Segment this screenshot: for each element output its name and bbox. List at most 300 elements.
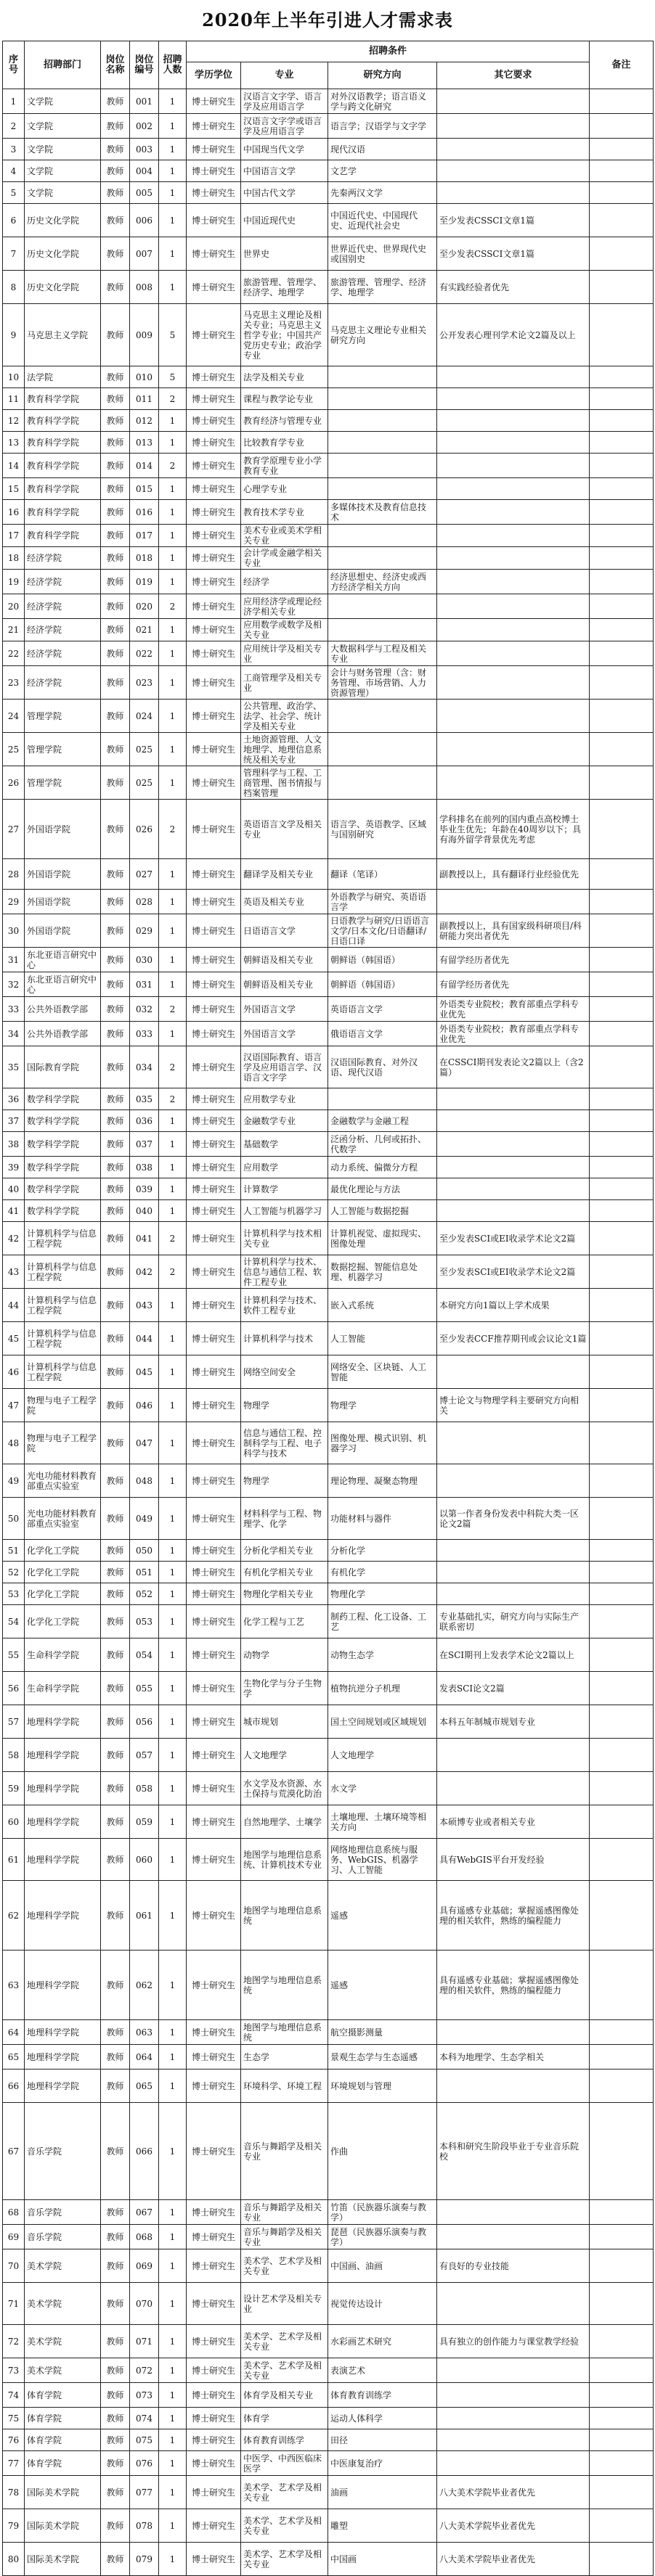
cell-post-name: 教师 xyxy=(101,1805,130,1839)
cell-dept: 外国语学院 xyxy=(25,914,101,948)
cell-count: 1 xyxy=(159,2020,187,2045)
cell-other: 外语类专业院校；教育部重点学科专业优先 xyxy=(437,1022,590,1046)
table-row xyxy=(3,619,654,641)
cell-research xyxy=(328,733,437,766)
table-row xyxy=(3,1805,654,1839)
table-row xyxy=(3,2103,654,2200)
cell-note xyxy=(590,972,654,997)
cell-post-code: 037 xyxy=(130,1132,159,1157)
cell-research xyxy=(328,525,437,547)
cell-major: 计算机科学与技术、信息与通信工程、软件工程专业 xyxy=(241,1255,328,1289)
cell-seq: 77 xyxy=(3,2451,25,2476)
cell-post-name: 教师 xyxy=(101,1157,130,1178)
cell-post-code: 058 xyxy=(130,1772,159,1805)
table-row xyxy=(3,2509,654,2543)
cell-seq: 72 xyxy=(3,2325,25,2358)
cell-post-name: 教师 xyxy=(101,160,130,182)
cell-seq: 25 xyxy=(3,733,25,766)
cell-other xyxy=(437,2225,590,2249)
cell-count: 1 xyxy=(159,160,187,182)
cell-post-code: 008 xyxy=(130,271,159,304)
cell-seq: 16 xyxy=(3,500,25,525)
cell-other xyxy=(437,733,590,766)
cell-other: 以第一作者身份发表中科院大类一区论文2篇 xyxy=(437,1498,590,1540)
header-conditions: 招聘条件 xyxy=(187,41,590,62)
cell-count: 1 xyxy=(159,1289,187,1322)
cell-other xyxy=(437,1772,590,1805)
cell-other xyxy=(437,890,590,914)
cell-seq: 36 xyxy=(3,1088,25,1110)
cell-major: 中国现当代文学 xyxy=(241,139,328,160)
cell-degree: 博士研究生 xyxy=(187,914,241,948)
cell-research: 现代汉语 xyxy=(328,139,437,160)
cell-note xyxy=(590,1255,654,1289)
cell-research: 人工智能 xyxy=(328,1322,437,1355)
cell-count: 1 xyxy=(159,859,187,890)
table-row xyxy=(3,800,654,859)
cell-post-code: 061 xyxy=(130,1881,159,1951)
cell-post-name: 教师 xyxy=(101,1322,130,1355)
cell-dept: 法学院 xyxy=(25,366,101,388)
cell-count: 1 xyxy=(159,1200,187,1222)
cell-research: 功能材料与器件 xyxy=(328,1498,437,1540)
cell-dept: 光电功能材料教育部重点实验室 xyxy=(25,1464,101,1498)
table-row xyxy=(3,948,654,972)
cell-seq: 32 xyxy=(3,972,25,997)
cell-dept: 体育学院 xyxy=(25,2451,101,2476)
cell-major: 体育学 xyxy=(241,2408,328,2429)
cell-seq: 60 xyxy=(3,1805,25,1839)
cell-research xyxy=(328,432,437,454)
cell-note xyxy=(590,2543,654,2576)
cell-degree: 博士研究生 xyxy=(187,570,241,594)
cell-degree: 博士研究生 xyxy=(187,2408,241,2429)
cell-note xyxy=(590,547,654,570)
table-row xyxy=(3,766,654,800)
cell-post-code: 055 xyxy=(130,1672,159,1705)
cell-other xyxy=(437,1132,590,1157)
cell-seq: 48 xyxy=(3,1422,25,1464)
cell-research: 会计与财务管理（含：财务管理、市场营销、人力资源管理） xyxy=(328,666,437,700)
cell-seq: 9 xyxy=(3,304,25,366)
cell-research: 先秦两汉文学 xyxy=(328,182,437,204)
cell-major: 信息与通信工程、控制科学与工程、电子科学与技术 xyxy=(241,1422,328,1464)
table-row xyxy=(3,1672,654,1705)
cell-count: 1 xyxy=(159,1839,187,1881)
cell-dept: 经济学院 xyxy=(25,547,101,570)
header-post-name: 岗位名称 xyxy=(101,41,130,89)
cell-research: 泛函分析、几何或拓扑、代数学 xyxy=(328,1132,437,1157)
cell-seq: 49 xyxy=(3,1464,25,1498)
cell-count: 1 xyxy=(159,2103,187,2200)
table-row xyxy=(3,388,654,410)
cell-post-code: 004 xyxy=(130,160,159,182)
cell-degree: 博士研究生 xyxy=(187,1355,241,1389)
cell-degree: 博士研究生 xyxy=(187,2070,241,2103)
cell-note xyxy=(590,914,654,948)
cell-other xyxy=(437,2383,590,2408)
cell-major: 应用数学 xyxy=(241,1157,328,1178)
cell-post-name: 教师 xyxy=(101,1132,130,1157)
cell-research: 数据挖掘、智能信息处理、机器学习 xyxy=(328,1255,437,1289)
cell-seq: 53 xyxy=(3,1583,25,1605)
cell-degree: 博士研究生 xyxy=(187,1022,241,1046)
cell-degree: 博士研究生 xyxy=(187,2429,241,2451)
table-row xyxy=(3,1422,654,1464)
cell-count: 1 xyxy=(159,2509,187,2543)
cell-degree: 博士研究生 xyxy=(187,2451,241,2476)
cell-note xyxy=(590,89,654,114)
cell-dept: 美术学院 xyxy=(25,2249,101,2283)
cell-other xyxy=(437,1562,590,1583)
cell-degree: 博士研究生 xyxy=(187,500,241,525)
cell-post-code: 054 xyxy=(130,1638,159,1672)
cell-post-name: 教师 xyxy=(101,1088,130,1110)
cell-other xyxy=(437,2429,590,2451)
cell-note xyxy=(590,1562,654,1583)
cell-seq: 14 xyxy=(3,454,25,478)
cell-other: 本科为地理学、生态学相关 xyxy=(437,2045,590,2070)
cell-dept: 数学科学学院 xyxy=(25,1110,101,1132)
table-row xyxy=(3,2451,654,2476)
cell-post-code: 010 xyxy=(130,366,159,388)
cell-post-name: 教师 xyxy=(101,139,130,160)
cell-count: 1 xyxy=(159,1132,187,1157)
recruitment-table xyxy=(2,41,654,2576)
cell-count: 1 xyxy=(159,914,187,948)
header-other: 其它要求 xyxy=(437,62,590,89)
cell-seq: 30 xyxy=(3,914,25,948)
cell-research: 语言学；汉语学与文字学 xyxy=(328,114,437,139)
cell-post-code: 026 xyxy=(130,800,159,859)
table-row xyxy=(3,2408,654,2429)
cell-post-code: 002 xyxy=(130,114,159,139)
cell-post-code: 062 xyxy=(130,1951,159,2020)
cell-count: 1 xyxy=(159,410,187,432)
cell-post-code: 032 xyxy=(130,997,159,1022)
cell-seq: 17 xyxy=(3,525,25,547)
cell-seq: 42 xyxy=(3,1222,25,1255)
cell-seq: 3 xyxy=(3,139,25,160)
cell-post-code: 028 xyxy=(130,890,159,914)
cell-note xyxy=(590,1672,654,1705)
cell-post-code: 012 xyxy=(130,410,159,432)
cell-degree: 博士研究生 xyxy=(187,2325,241,2358)
table-row xyxy=(3,1255,654,1289)
cell-degree: 博士研究生 xyxy=(187,1046,241,1088)
cell-post-name: 教师 xyxy=(101,410,130,432)
cell-post-code: 023 xyxy=(130,666,159,700)
cell-post-code: 053 xyxy=(130,1605,159,1638)
cell-post-name: 教师 xyxy=(101,1605,130,1638)
cell-dept: 文学院 xyxy=(25,139,101,160)
cell-other: 在CSSCI期刊发表论文2篇以上（含2篇） xyxy=(437,1046,590,1088)
cell-note xyxy=(590,2200,654,2225)
cell-dept: 外国语学院 xyxy=(25,800,101,859)
cell-note xyxy=(590,1498,654,1540)
cell-research xyxy=(328,547,437,570)
header-major: 专业 xyxy=(241,62,328,89)
cell-research: 遥感 xyxy=(328,1951,437,2020)
cell-research: 图像处理、模式识别、机器学习 xyxy=(328,1422,437,1464)
cell-note xyxy=(590,366,654,388)
cell-seq: 8 xyxy=(3,271,25,304)
cell-count: 2 xyxy=(159,1222,187,1255)
cell-post-code: 044 xyxy=(130,1322,159,1355)
cell-post-name: 教师 xyxy=(101,1739,130,1772)
cell-research: 理论物理、凝聚态物理 xyxy=(328,1464,437,1498)
table-row xyxy=(3,2045,654,2070)
cell-major: 计算机科学与技术、软件工程专业 xyxy=(241,1289,328,1322)
cell-post-name: 教师 xyxy=(101,2045,130,2070)
cell-note xyxy=(590,500,654,525)
cell-note xyxy=(590,1132,654,1157)
cell-note xyxy=(590,304,654,366)
header-dept: 招聘部门 xyxy=(25,41,101,89)
cell-post-code: 005 xyxy=(130,182,159,204)
cell-major: 课程与教学论专业 xyxy=(241,388,328,410)
cell-post-name: 教师 xyxy=(101,2070,130,2103)
cell-count: 1 xyxy=(159,271,187,304)
cell-major: 世界史 xyxy=(241,237,328,271)
cell-post-code: 039 xyxy=(130,1178,159,1200)
cell-note xyxy=(590,570,654,594)
cell-other xyxy=(437,570,590,594)
cell-degree: 博士研究生 xyxy=(187,160,241,182)
cell-seq: 61 xyxy=(3,1839,25,1881)
cell-post-name: 教师 xyxy=(101,1562,130,1583)
cell-research: 朝鲜语（韩国语） xyxy=(328,972,437,997)
table-row xyxy=(3,890,654,914)
cell-seq: 13 xyxy=(3,432,25,454)
cell-note xyxy=(590,114,654,139)
cell-count: 1 xyxy=(159,1881,187,1951)
cell-major: 计算机科学与技术 xyxy=(241,1322,328,1355)
cell-research: 朝鲜语（韩国语） xyxy=(328,948,437,972)
cell-post-name: 教师 xyxy=(101,733,130,766)
cell-other xyxy=(437,2358,590,2383)
cell-degree: 博士研究生 xyxy=(187,182,241,204)
table-row xyxy=(3,1355,654,1389)
cell-dept: 计算机科学与信息工程学院 xyxy=(25,1289,101,1322)
cell-post-code: 011 xyxy=(130,388,159,410)
cell-note xyxy=(590,454,654,478)
cell-major: 中医学、中西医临床医学 xyxy=(241,2451,328,2476)
cell-research xyxy=(328,454,437,478)
cell-post-code: 015 xyxy=(130,478,159,500)
cell-major: 环境科学、环境工程 xyxy=(241,2070,328,2103)
cell-note xyxy=(590,2225,654,2249)
cell-seq: 43 xyxy=(3,1255,25,1289)
cell-degree: 博士研究生 xyxy=(187,2225,241,2249)
cell-dept: 管理学院 xyxy=(25,700,101,733)
cell-post-code: 030 xyxy=(130,948,159,972)
cell-post-code: 018 xyxy=(130,547,159,570)
cell-major: 朝鲜语及相关专业 xyxy=(241,948,328,972)
cell-post-name: 教师 xyxy=(101,1222,130,1255)
cell-post-name: 教师 xyxy=(101,1289,130,1322)
cell-post-code: 041 xyxy=(130,1222,159,1255)
cell-count: 1 xyxy=(159,570,187,594)
cell-post-name: 教师 xyxy=(101,2476,130,2509)
cell-count: 2 xyxy=(159,997,187,1022)
cell-post-name: 教师 xyxy=(101,2200,130,2225)
cell-research xyxy=(328,388,437,410)
cell-note xyxy=(590,139,654,160)
cell-count: 1 xyxy=(159,1022,187,1046)
cell-count: 2 xyxy=(159,1255,187,1289)
cell-seq: 23 xyxy=(3,666,25,700)
cell-count: 1 xyxy=(159,1772,187,1805)
cell-degree: 博士研究生 xyxy=(187,1255,241,1289)
cell-seq: 45 xyxy=(3,1322,25,1355)
table-row xyxy=(3,2429,654,2451)
cell-other: 有实践经验者优先 xyxy=(437,271,590,304)
cell-count: 2 xyxy=(159,1088,187,1110)
cell-note xyxy=(590,2358,654,2383)
cell-dept: 地理科学学院 xyxy=(25,2045,101,2070)
cell-seq: 80 xyxy=(3,2543,25,2576)
cell-degree: 博士研究生 xyxy=(187,1132,241,1157)
cell-post-code: 006 xyxy=(130,204,159,237)
table-row xyxy=(3,160,654,182)
cell-other: 至少发表CSSCI文章1篇 xyxy=(437,204,590,237)
cell-count: 2 xyxy=(159,594,187,619)
cell-other xyxy=(437,114,590,139)
cell-count: 1 xyxy=(159,1322,187,1355)
cell-count: 1 xyxy=(159,1422,187,1464)
cell-dept: 管理学院 xyxy=(25,733,101,766)
cell-other: 本科五年制城市规划专业 xyxy=(437,1705,590,1739)
cell-major: 美术学、艺术学及相关专业 xyxy=(241,2509,328,2543)
cell-post-name: 教师 xyxy=(101,1951,130,2020)
table-row xyxy=(3,997,654,1022)
cell-other: 副教授以上，具有翻译行业经验优先 xyxy=(437,859,590,890)
cell-major: 汉语国际教育、语言学及应用语言学、汉语言文字学 xyxy=(241,1046,328,1088)
cell-other: 公开发表心理刊学术论文2篇及以上 xyxy=(437,304,590,366)
cell-count: 1 xyxy=(159,700,187,733)
cell-post-name: 教师 xyxy=(101,2543,130,2576)
cell-major: 美术学、艺术学及相关专业 xyxy=(241,2249,328,2283)
cell-post-name: 教师 xyxy=(101,1046,130,1088)
cell-degree: 博士研究生 xyxy=(187,478,241,500)
cell-major: 应用统计学及相关专业 xyxy=(241,641,328,666)
cell-other: 有留学经历者优先 xyxy=(437,948,590,972)
cell-degree: 博士研究生 xyxy=(187,1178,241,1200)
cell-count: 1 xyxy=(159,1672,187,1705)
cell-seq: 35 xyxy=(3,1046,25,1088)
cell-seq: 21 xyxy=(3,619,25,641)
cell-post-name: 教师 xyxy=(101,204,130,237)
cell-major: 应用数学专业 xyxy=(241,1088,328,1110)
cell-dept: 教育科学学院 xyxy=(25,454,101,478)
cell-post-name: 教师 xyxy=(101,2451,130,2476)
table-row xyxy=(3,2476,654,2509)
cell-research xyxy=(328,366,437,388)
cell-dept: 外国语学院 xyxy=(25,859,101,890)
cell-degree: 博士研究生 xyxy=(187,2045,241,2070)
cell-other: 学科排名在前列的国内重点高校博士毕业生优先；年龄在40周岁以下；具有海外留学背景优先考虑 xyxy=(437,800,590,859)
cell-note xyxy=(590,1705,654,1739)
table-row xyxy=(3,304,654,366)
cell-degree: 博士研究生 xyxy=(187,114,241,139)
table-row xyxy=(3,1464,654,1498)
cell-note xyxy=(590,2509,654,2543)
cell-count: 1 xyxy=(159,2200,187,2225)
cell-note xyxy=(590,271,654,304)
cell-research: 经济思想史、经济史或西方经济学相关方向 xyxy=(328,570,437,594)
cell-seq: 1 xyxy=(3,89,25,114)
cell-note xyxy=(590,1605,654,1638)
cell-post-code: 046 xyxy=(130,1389,159,1422)
header-seq: 序号 xyxy=(3,41,25,89)
cell-degree: 博士研究生 xyxy=(187,454,241,478)
cell-degree: 博士研究生 xyxy=(187,2249,241,2283)
cell-research: 运动人体科学 xyxy=(328,2408,437,2429)
table-row xyxy=(3,1951,654,2020)
cell-count: 1 xyxy=(159,2543,187,2576)
cell-degree: 博士研究生 xyxy=(187,2543,241,2576)
cell-seq: 66 xyxy=(3,2070,25,2103)
cell-post-code: 066 xyxy=(130,2103,159,2200)
table-row xyxy=(3,454,654,478)
cell-post-code: 059 xyxy=(130,1805,159,1839)
cell-note xyxy=(590,619,654,641)
table-row xyxy=(3,2358,654,2383)
cell-post-code: 078 xyxy=(130,2509,159,2543)
cell-dept: 地理科学学院 xyxy=(25,1839,101,1881)
cell-research: 物理化学 xyxy=(328,1583,437,1605)
cell-count: 1 xyxy=(159,1605,187,1638)
cell-seq: 38 xyxy=(3,1132,25,1157)
table-row xyxy=(3,666,654,700)
table-row xyxy=(3,410,654,432)
cell-research: 日语教学与研究/日语语言文学/日本文化/日语翻译/日语口译 xyxy=(328,914,437,948)
table-row xyxy=(3,366,654,388)
cell-count: 1 xyxy=(159,1583,187,1605)
cell-post-name: 教师 xyxy=(101,1022,130,1046)
cell-note xyxy=(590,1772,654,1805)
cell-dept: 历史文化学院 xyxy=(25,271,101,304)
cell-other: 有良好的专业技能 xyxy=(437,2249,590,2283)
cell-post-code: 022 xyxy=(130,641,159,666)
cell-dept: 国际美术学院 xyxy=(25,2543,101,2576)
table-row xyxy=(3,594,654,619)
cell-count: 1 xyxy=(159,89,187,114)
cell-seq: 51 xyxy=(3,1540,25,1562)
table-row xyxy=(3,525,654,547)
cell-research: 网络安全、区块链、人工智能 xyxy=(328,1355,437,1389)
cell-degree: 博士研究生 xyxy=(187,1157,241,1178)
cell-research: 翻译（笔译） xyxy=(328,859,437,890)
cell-count: 5 xyxy=(159,366,187,388)
cell-research: 环境规划与管理 xyxy=(328,2070,437,2103)
cell-other xyxy=(437,2408,590,2429)
cell-dept: 地理科学学院 xyxy=(25,1739,101,1772)
cell-degree: 博士研究生 xyxy=(187,1540,241,1562)
table-row xyxy=(3,1157,654,1178)
cell-count: 2 xyxy=(159,388,187,410)
cell-research xyxy=(328,1088,437,1110)
cell-major: 应用经济学或理论经济学相关专业 xyxy=(241,594,328,619)
cell-research: 水彩画艺术研究 xyxy=(328,2325,437,2358)
cell-major: 公共管理、政治学、法学、社会学、统计学及相关专业 xyxy=(241,700,328,733)
cell-note xyxy=(590,1839,654,1881)
cell-count: 1 xyxy=(159,1805,187,1839)
cell-degree: 博士研究生 xyxy=(187,2476,241,2509)
cell-other: 在SCI期刊上发表学术论文2篇以上 xyxy=(437,1638,590,1672)
cell-research: 中国画、油画 xyxy=(328,2249,437,2283)
